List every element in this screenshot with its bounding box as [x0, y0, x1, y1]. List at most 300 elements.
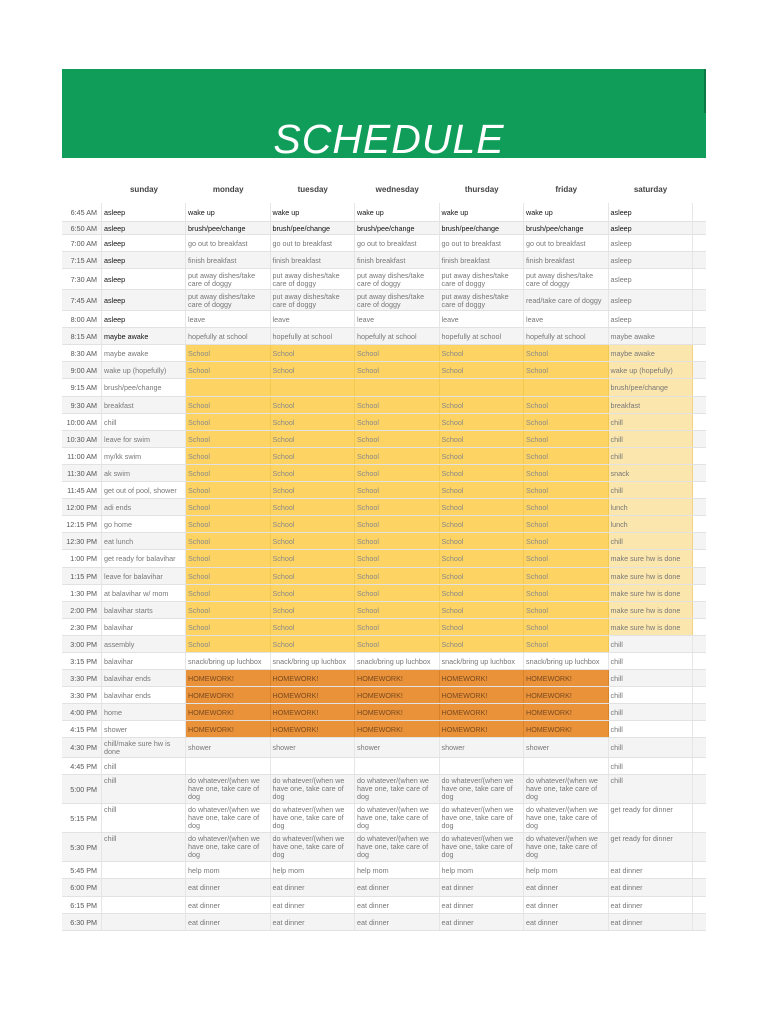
cell-thursday[interactable]: School [440, 362, 525, 378]
cell-saturday[interactable]: maybe awake [609, 345, 693, 361]
cell-saturday[interactable]: chill [609, 687, 693, 703]
cell-tuesday[interactable]: School [271, 482, 356, 498]
cell-saturday[interactable]: chill [609, 482, 693, 498]
cell-friday[interactable]: School [524, 362, 609, 378]
cell-saturday[interactable]: chill [609, 653, 693, 669]
cell-monday[interactable]: put away dishes/take care of doggy [186, 269, 271, 289]
time-cell[interactable]: 3:30 PM [62, 687, 102, 703]
cell-monday[interactable]: School [186, 362, 271, 378]
cell-wednesday[interactable]: HOMEWORK! [355, 670, 440, 686]
time-cell[interactable]: 4:45 PM [62, 758, 102, 774]
cell-saturday[interactable]: maybe awake [609, 328, 693, 344]
cell-tuesday[interactable]: School [271, 465, 356, 481]
cell-monday[interactable]: eat dinner [186, 914, 271, 930]
cell-saturday[interactable]: chill [609, 636, 693, 652]
cell-sunday[interactable]: wake up (hopefully) [102, 362, 186, 378]
cell-saturday[interactable]: asleep [609, 222, 693, 234]
cell-monday[interactable]: HOMEWORK! [186, 687, 271, 703]
cell-monday[interactable]: eat dinner [186, 879, 271, 896]
cell-thursday[interactable]: brush/pee/change [440, 222, 525, 234]
cell-saturday[interactable]: chill [609, 738, 693, 757]
time-cell[interactable]: 11:45 AM [62, 482, 102, 498]
cell-tuesday[interactable] [271, 379, 356, 396]
cell-thursday[interactable]: School [440, 482, 525, 498]
time-cell[interactable]: 3:30 PM [62, 670, 102, 686]
cell-sunday[interactable]: asleep [102, 269, 186, 289]
cell-sunday[interactable]: balavihar starts [102, 602, 186, 618]
cell-wednesday[interactable]: School [355, 345, 440, 361]
time-cell[interactable]: 3:15 PM [62, 653, 102, 669]
cell-friday[interactable]: School [524, 550, 609, 567]
cell-tuesday[interactable]: wake up [271, 203, 356, 221]
cell-tuesday[interactable]: School [271, 533, 356, 549]
time-cell[interactable]: 6:45 AM [62, 203, 102, 221]
cell-tuesday[interactable]: School [271, 414, 356, 430]
cell-sunday[interactable]: asleep [102, 222, 186, 234]
cell-saturday[interactable]: make sure hw is done [609, 550, 693, 567]
time-cell[interactable]: 6:30 PM [62, 914, 102, 930]
cell-tuesday[interactable]: eat dinner [271, 897, 356, 913]
cell-thursday[interactable]: eat dinner [440, 897, 525, 913]
cell-monday[interactable]: snack/bring up luchbox [186, 653, 271, 669]
cell-wednesday[interactable]: eat dinner [355, 879, 440, 896]
cell-friday[interactable]: School [524, 414, 609, 430]
cell-wednesday[interactable]: shower [355, 738, 440, 757]
cell-monday[interactable]: School [186, 533, 271, 549]
cell-friday[interactable]: eat dinner [524, 879, 609, 896]
cell-friday[interactable]: hopefully at school [524, 328, 609, 344]
cell-sunday[interactable]: chill [102, 804, 186, 832]
cell-sunday[interactable]: chill [102, 758, 186, 774]
cell-thursday[interactable] [440, 758, 525, 774]
cell-thursday[interactable]: School [440, 431, 525, 447]
cell-thursday[interactable]: School [440, 465, 525, 481]
cell-wednesday[interactable]: School [355, 568, 440, 584]
time-cell[interactable]: 6:15 PM [62, 897, 102, 913]
cell-monday[interactable]: School [186, 619, 271, 635]
time-cell[interactable]: 4:00 PM [62, 704, 102, 720]
cell-tuesday[interactable]: snack/bring up luchbox [271, 653, 356, 669]
cell-wednesday[interactable]: hopefully at school [355, 328, 440, 344]
cell-sunday[interactable]: chill/make sure hw is done [102, 738, 186, 757]
cell-saturday[interactable]: breakfast [609, 397, 693, 413]
cell-sunday[interactable]: leave for balavihar [102, 568, 186, 584]
cell-thursday[interactable]: snack/bring up luchbox [440, 653, 525, 669]
cell-sunday[interactable] [102, 914, 186, 930]
cell-sunday[interactable]: asleep [102, 311, 186, 327]
cell-friday[interactable]: go out to breakfast [524, 235, 609, 251]
time-cell[interactable]: 5:00 PM [62, 775, 102, 803]
cell-wednesday[interactable]: HOMEWORK! [355, 704, 440, 720]
cell-friday[interactable]: finish breakfast [524, 252, 609, 268]
cell-sunday[interactable]: get out of pool, shower [102, 482, 186, 498]
cell-saturday[interactable]: eat dinner [609, 914, 693, 930]
cell-saturday[interactable]: asleep [609, 269, 693, 289]
cell-wednesday[interactable]: HOMEWORK! [355, 721, 440, 737]
time-cell[interactable]: 11:30 AM [62, 465, 102, 481]
cell-tuesday[interactable]: School [271, 550, 356, 567]
time-cell[interactable]: 9:30 AM [62, 397, 102, 413]
cell-wednesday[interactable]: School [355, 431, 440, 447]
cell-friday[interactable]: leave [524, 311, 609, 327]
time-cell[interactable]: 2:00 PM [62, 602, 102, 618]
cell-tuesday[interactable]: School [271, 568, 356, 584]
cell-sunday[interactable]: balavihar [102, 653, 186, 669]
cell-monday[interactable]: shower [186, 738, 271, 757]
cell-monday[interactable]: School [186, 345, 271, 361]
cell-thursday[interactable]: School [440, 533, 525, 549]
cell-tuesday[interactable]: eat dinner [271, 914, 356, 930]
cell-sunday[interactable]: shower [102, 721, 186, 737]
cell-tuesday[interactable]: do whatever/(when we have one, take care of dog [271, 833, 356, 861]
time-cell[interactable]: 8:30 AM [62, 345, 102, 361]
cell-tuesday[interactable]: put away dishes/take care of doggy [271, 269, 356, 289]
cell-saturday[interactable]: chill [609, 775, 693, 803]
cell-wednesday[interactable]: School [355, 602, 440, 618]
cell-friday[interactable]: School [524, 465, 609, 481]
cell-friday[interactable]: put away dishes/take care of doggy [524, 269, 609, 289]
cell-tuesday[interactable]: brush/pee/change [271, 222, 356, 234]
cell-monday[interactable]: wake up [186, 203, 271, 221]
cell-monday[interactable]: HOMEWORK! [186, 704, 271, 720]
cell-saturday[interactable]: asleep [609, 252, 693, 268]
cell-friday[interactable]: School [524, 533, 609, 549]
time-cell[interactable]: 1:30 PM [62, 585, 102, 601]
cell-monday[interactable]: School [186, 585, 271, 601]
cell-friday[interactable]: HOMEWORK! [524, 670, 609, 686]
cell-tuesday[interactable]: School [271, 499, 356, 515]
cell-monday[interactable]: School [186, 636, 271, 652]
cell-monday[interactable] [186, 379, 271, 396]
cell-sunday[interactable]: asleep [102, 235, 186, 251]
cell-monday[interactable]: leave [186, 311, 271, 327]
cell-wednesday[interactable]: School [355, 550, 440, 567]
cell-saturday[interactable]: chill [609, 431, 693, 447]
time-cell[interactable]: 9:00 AM [62, 362, 102, 378]
cell-thursday[interactable]: School [440, 516, 525, 532]
cell-sunday[interactable]: go home [102, 516, 186, 532]
cell-thursday[interactable]: School [440, 345, 525, 361]
cell-friday[interactable]: School [524, 602, 609, 618]
cell-sunday[interactable]: chill [102, 414, 186, 430]
cell-friday[interactable]: help mom [524, 862, 609, 878]
cell-tuesday[interactable]: finish breakfast [271, 252, 356, 268]
cell-friday[interactable]: eat dinner [524, 897, 609, 913]
cell-monday[interactable]: HOMEWORK! [186, 721, 271, 737]
cell-wednesday[interactable]: School [355, 414, 440, 430]
cell-monday[interactable]: hopefully at school [186, 328, 271, 344]
cell-thursday[interactable] [440, 379, 525, 396]
cell-monday[interactable]: School [186, 482, 271, 498]
time-cell[interactable]: 11:00 AM [62, 448, 102, 464]
cell-monday[interactable]: do whatever/(when we have one, take care of dog [186, 775, 271, 803]
cell-monday[interactable]: HOMEWORK! [186, 670, 271, 686]
cell-sunday[interactable]: assembly [102, 636, 186, 652]
cell-thursday[interactable]: do whatever/(when we have one, take care of dog [440, 833, 525, 861]
cell-sunday[interactable]: eat lunch [102, 533, 186, 549]
cell-saturday[interactable]: snack [609, 465, 693, 481]
cell-tuesday[interactable]: HOMEWORK! [271, 721, 356, 737]
cell-wednesday[interactable]: eat dinner [355, 914, 440, 930]
cell-tuesday[interactable]: HOMEWORK! [271, 687, 356, 703]
cell-monday[interactable]: eat dinner [186, 897, 271, 913]
time-cell[interactable]: 5:30 PM [62, 833, 102, 861]
cell-saturday[interactable]: make sure hw is done [609, 585, 693, 601]
cell-wednesday[interactable]: School [355, 636, 440, 652]
cell-sunday[interactable]: asleep [102, 290, 186, 310]
cell-sunday[interactable] [102, 879, 186, 896]
cell-thursday[interactable]: HOMEWORK! [440, 704, 525, 720]
cell-sunday[interactable]: at balavihar w/ mom [102, 585, 186, 601]
time-cell[interactable]: 10:30 AM [62, 431, 102, 447]
cell-tuesday[interactable]: School [271, 448, 356, 464]
cell-thursday[interactable]: School [440, 585, 525, 601]
cell-friday[interactable]: School [524, 619, 609, 635]
cell-thursday[interactable]: do whatever/(when we have one, take care of dog [440, 804, 525, 832]
time-cell[interactable]: 12:15 PM [62, 516, 102, 532]
cell-sunday[interactable]: asleep [102, 252, 186, 268]
cell-saturday[interactable]: make sure hw is done [609, 619, 693, 635]
cell-friday[interactable]: School [524, 431, 609, 447]
cell-friday[interactable]: School [524, 499, 609, 515]
cell-wednesday[interactable]: do whatever/(when we have one, take care of dog [355, 775, 440, 803]
cell-friday[interactable]: School [524, 585, 609, 601]
cell-sunday[interactable]: chill [102, 775, 186, 803]
time-cell[interactable]: 12:30 PM [62, 533, 102, 549]
cell-wednesday[interactable]: do whatever/(when we have one, take care of dog [355, 833, 440, 861]
cell-thursday[interactable]: do whatever/(when we have one, take care of dog [440, 775, 525, 803]
cell-thursday[interactable]: School [440, 499, 525, 515]
time-cell[interactable]: 7:30 AM [62, 269, 102, 289]
cell-saturday[interactable]: chill [609, 414, 693, 430]
cell-friday[interactable]: read/take care of doggy [524, 290, 609, 310]
cell-monday[interactable]: School [186, 448, 271, 464]
time-cell[interactable]: 7:45 AM [62, 290, 102, 310]
cell-friday[interactable]: School [524, 345, 609, 361]
cell-sunday[interactable]: get ready for balavihar [102, 550, 186, 567]
time-cell[interactable]: 6:50 AM [62, 222, 102, 234]
cell-monday[interactable]: School [186, 465, 271, 481]
cell-saturday[interactable]: get ready for dinner [609, 804, 693, 832]
cell-monday[interactable]: put away dishes/take care of doggy [186, 290, 271, 310]
time-cell[interactable]: 5:15 PM [62, 804, 102, 832]
cell-wednesday[interactable]: School [355, 533, 440, 549]
cell-friday[interactable]: School [524, 482, 609, 498]
cell-thursday[interactable]: HOMEWORK! [440, 670, 525, 686]
cell-wednesday[interactable] [355, 758, 440, 774]
cell-saturday[interactable]: eat dinner [609, 897, 693, 913]
cell-tuesday[interactable]: leave [271, 311, 356, 327]
cell-wednesday[interactable]: School [355, 516, 440, 532]
time-cell[interactable]: 1:15 PM [62, 568, 102, 584]
cell-sunday[interactable]: balavihar ends [102, 687, 186, 703]
cell-monday[interactable]: School [186, 516, 271, 532]
time-cell[interactable]: 1:00 PM [62, 550, 102, 567]
cell-monday[interactable]: School [186, 431, 271, 447]
cell-tuesday[interactable]: School [271, 602, 356, 618]
time-cell[interactable]: 4:30 PM [62, 738, 102, 757]
cell-monday[interactable]: School [186, 568, 271, 584]
time-cell[interactable]: 5:45 PM [62, 862, 102, 878]
cell-friday[interactable] [524, 758, 609, 774]
cell-thursday[interactable]: hopefully at school [440, 328, 525, 344]
time-cell[interactable]: 6:00 PM [62, 879, 102, 896]
cell-wednesday[interactable]: School [355, 448, 440, 464]
cell-sunday[interactable] [102, 897, 186, 913]
time-cell[interactable]: 2:30 PM [62, 619, 102, 635]
cell-sunday[interactable]: brush/pee/change [102, 379, 186, 396]
cell-wednesday[interactable]: leave [355, 311, 440, 327]
cell-wednesday[interactable]: School [355, 482, 440, 498]
cell-tuesday[interactable]: School [271, 619, 356, 635]
cell-thursday[interactable]: put away dishes/take care of doggy [440, 269, 525, 289]
cell-tuesday[interactable]: shower [271, 738, 356, 757]
cell-wednesday[interactable]: School [355, 465, 440, 481]
cell-thursday[interactable]: leave [440, 311, 525, 327]
cell-tuesday[interactable]: HOMEWORK! [271, 704, 356, 720]
cell-wednesday[interactable]: snack/bring up luchbox [355, 653, 440, 669]
cell-thursday[interactable]: School [440, 448, 525, 464]
cell-thursday[interactable]: School [440, 550, 525, 567]
time-cell[interactable]: 8:15 AM [62, 328, 102, 344]
cell-wednesday[interactable]: School [355, 362, 440, 378]
cell-saturday[interactable]: make sure hw is done [609, 568, 693, 584]
cell-thursday[interactable]: School [440, 636, 525, 652]
cell-sunday[interactable]: ak swim [102, 465, 186, 481]
cell-tuesday[interactable]: School [271, 585, 356, 601]
cell-monday[interactable] [186, 758, 271, 774]
cell-friday[interactable]: do whatever/(when we have one, take care of dog [524, 775, 609, 803]
cell-thursday[interactable]: wake up [440, 203, 525, 221]
cell-friday[interactable]: HOMEWORK! [524, 721, 609, 737]
time-cell[interactable]: 4:15 PM [62, 721, 102, 737]
cell-monday[interactable]: go out to breakfast [186, 235, 271, 251]
cell-wednesday[interactable]: wake up [355, 203, 440, 221]
cell-sunday[interactable]: balavihar ends [102, 670, 186, 686]
cell-friday[interactable] [524, 379, 609, 396]
cell-tuesday[interactable]: School [271, 636, 356, 652]
cell-saturday[interactable]: chill [609, 704, 693, 720]
cell-saturday[interactable]: chill [609, 670, 693, 686]
cell-tuesday[interactable]: School [271, 516, 356, 532]
cell-saturday[interactable]: chill [609, 758, 693, 774]
cell-monday[interactable]: School [186, 397, 271, 413]
cell-saturday[interactable]: eat dinner [609, 862, 693, 878]
cell-wednesday[interactable]: help mom [355, 862, 440, 878]
cell-thursday[interactable]: School [440, 568, 525, 584]
cell-tuesday[interactable]: eat dinner [271, 879, 356, 896]
cell-saturday[interactable]: chill [609, 533, 693, 549]
cell-friday[interactable]: snack/bring up luchbox [524, 653, 609, 669]
time-cell[interactable]: 8:00 AM [62, 311, 102, 327]
cell-monday[interactable]: finish breakfast [186, 252, 271, 268]
cell-friday[interactable]: School [524, 636, 609, 652]
time-cell[interactable]: 10:00 AM [62, 414, 102, 430]
cell-sunday[interactable]: breakfast [102, 397, 186, 413]
cell-friday[interactable]: School [524, 397, 609, 413]
cell-sunday[interactable] [102, 862, 186, 878]
cell-saturday[interactable]: wake up (hopefully) [609, 362, 693, 378]
cell-monday[interactable]: School [186, 602, 271, 618]
cell-tuesday[interactable] [271, 758, 356, 774]
cell-sunday[interactable]: balavihar [102, 619, 186, 635]
cell-monday[interactable]: School [186, 414, 271, 430]
cell-tuesday[interactable]: School [271, 362, 356, 378]
cell-thursday[interactable]: School [440, 414, 525, 430]
cell-wednesday[interactable]: do whatever/(when we have one, take care of dog [355, 804, 440, 832]
cell-wednesday[interactable]: School [355, 619, 440, 635]
cell-friday[interactable]: HOMEWORK! [524, 704, 609, 720]
cell-sunday[interactable]: chill [102, 833, 186, 861]
cell-sunday[interactable]: my/kk swim [102, 448, 186, 464]
time-cell[interactable]: 7:00 AM [62, 235, 102, 251]
cell-saturday[interactable]: asleep [609, 203, 693, 221]
cell-thursday[interactable]: finish breakfast [440, 252, 525, 268]
cell-saturday[interactable]: eat dinner [609, 879, 693, 896]
cell-thursday[interactable]: HOMEWORK! [440, 721, 525, 737]
cell-friday[interactable]: School [524, 448, 609, 464]
cell-tuesday[interactable]: School [271, 397, 356, 413]
cell-sunday[interactable]: maybe awake [102, 345, 186, 361]
cell-thursday[interactable]: School [440, 619, 525, 635]
time-cell[interactable]: 12:00 PM [62, 499, 102, 515]
cell-thursday[interactable]: put away dishes/take care of doggy [440, 290, 525, 310]
cell-wednesday[interactable]: put away dishes/take care of doggy [355, 290, 440, 310]
cell-wednesday[interactable]: HOMEWORK! [355, 687, 440, 703]
cell-thursday[interactable]: shower [440, 738, 525, 757]
cell-tuesday[interactable]: School [271, 431, 356, 447]
cell-monday[interactable]: brush/pee/change [186, 222, 271, 234]
cell-wednesday[interactable]: go out to breakfast [355, 235, 440, 251]
cell-friday[interactable]: do whatever/(when we have one, take care of dog [524, 833, 609, 861]
cell-saturday[interactable]: asleep [609, 235, 693, 251]
cell-wednesday[interactable]: eat dinner [355, 897, 440, 913]
cell-wednesday[interactable]: School [355, 397, 440, 413]
cell-saturday[interactable]: chill [609, 448, 693, 464]
cell-thursday[interactable]: School [440, 602, 525, 618]
cell-wednesday[interactable]: School [355, 585, 440, 601]
cell-tuesday[interactable]: go out to breakfast [271, 235, 356, 251]
cell-thursday[interactable]: eat dinner [440, 879, 525, 896]
cell-wednesday[interactable] [355, 379, 440, 396]
cell-tuesday[interactable]: do whatever/(when we have one, take care of dog [271, 775, 356, 803]
cell-thursday[interactable]: School [440, 397, 525, 413]
cell-friday[interactable]: shower [524, 738, 609, 757]
cell-wednesday[interactable]: put away dishes/take care of doggy [355, 269, 440, 289]
cell-saturday[interactable]: make sure hw is done [609, 602, 693, 618]
cell-friday[interactable]: School [524, 516, 609, 532]
cell-monday[interactable]: School [186, 499, 271, 515]
cell-thursday[interactable]: go out to breakfast [440, 235, 525, 251]
cell-wednesday[interactable]: brush/pee/change [355, 222, 440, 234]
cell-saturday[interactable]: chill [609, 721, 693, 737]
cell-monday[interactable]: School [186, 550, 271, 567]
cell-tuesday[interactable]: School [271, 345, 356, 361]
cell-friday[interactable]: eat dinner [524, 914, 609, 930]
cell-friday[interactable]: wake up [524, 203, 609, 221]
cell-friday[interactable]: School [524, 568, 609, 584]
cell-saturday[interactable]: brush/pee/change [609, 379, 693, 396]
cell-tuesday[interactable]: hopefully at school [271, 328, 356, 344]
cell-monday[interactable]: help mom [186, 862, 271, 878]
cell-tuesday[interactable]: help mom [271, 862, 356, 878]
cell-saturday[interactable]: asleep [609, 311, 693, 327]
cell-saturday[interactable]: asleep [609, 290, 693, 310]
time-cell[interactable]: 3:00 PM [62, 636, 102, 652]
cell-thursday[interactable]: help mom [440, 862, 525, 878]
cell-saturday[interactable]: lunch [609, 516, 693, 532]
cell-thursday[interactable]: eat dinner [440, 914, 525, 930]
